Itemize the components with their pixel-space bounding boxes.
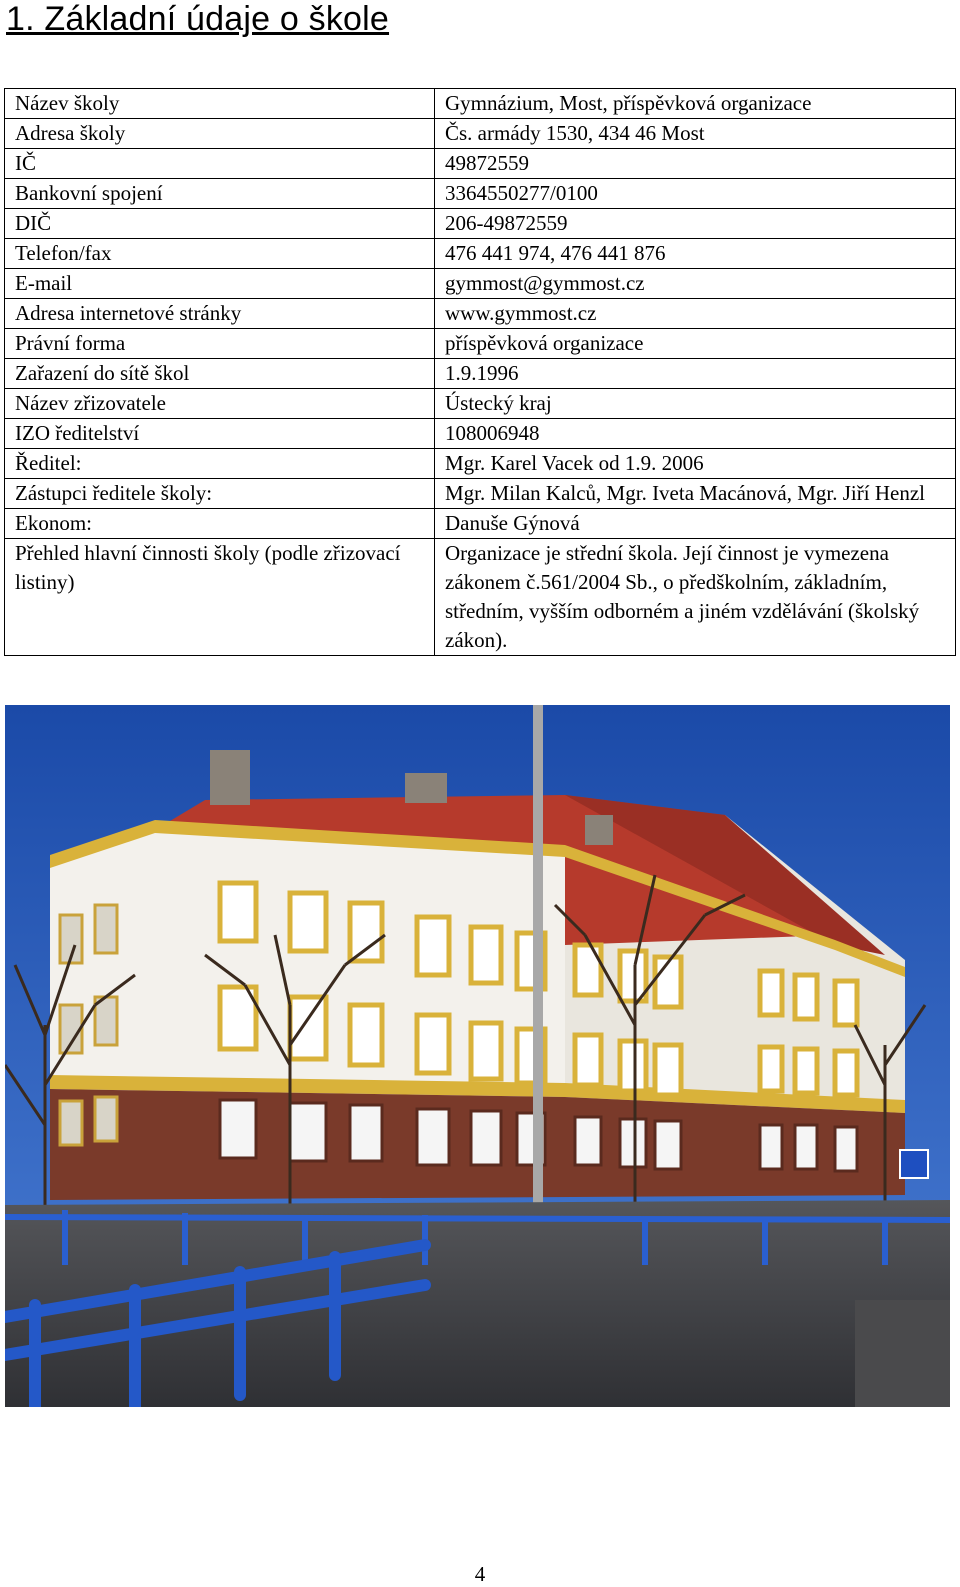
row-value: Čs. armády 1530, 434 46 Most [435,119,956,149]
row-value: gymmost@gymmost.cz [435,269,956,299]
table-row [5,89,956,119]
row-label: Přehled hlavní činnosti školy (podle zřizovací listiny) [5,539,435,656]
row-value: 1.9.1996 [435,359,956,389]
row-value: 476 441 974, 476 441 876 [435,239,956,269]
row-label: E-mail [5,269,435,299]
school-building-photo [5,705,950,1407]
table-row [5,239,956,269]
row-value: Gymnázium, Most, příspěvková organizace [435,89,956,119]
row-label: Název školy [5,89,435,119]
row-label: IČ [5,149,435,179]
school-building-image [5,705,950,1407]
table-row [5,149,956,179]
table-row [5,179,956,209]
table-row [5,389,956,419]
chimney-center [405,773,447,803]
row-label: Bankovní spojení [5,179,435,209]
row-value: 3364550277/0100 [435,179,956,209]
page-number: 4 [474,1562,486,1586]
row-value: 108006948 [435,419,956,449]
row-value: 49872559 [435,149,956,179]
page-title: 1. Základní údaje o škole [6,0,390,38]
school-info-table [4,88,956,656]
row-label: Adresa školy [5,119,435,149]
row-value: příspěvková organizace [435,329,956,359]
table-row [5,449,956,479]
table-row [5,359,956,389]
chimney-left [210,750,250,805]
row-label: Zařazení do sítě škol [5,359,435,389]
table-row [5,419,956,449]
row-value: Mgr. Karel Vacek od 1.9. 2006 [435,449,956,479]
table-row [5,299,956,329]
row-label: Zástupci ředitele školy: [5,479,435,509]
table-row [5,509,956,539]
row-label: Ekonom: [5,509,435,539]
row-label: Název zřizovatele [5,389,435,419]
row-label: DIČ [5,209,435,239]
row-label: IZO ředitelství [5,419,435,449]
table-row [5,269,956,299]
road [5,1200,950,1407]
table-row [5,329,956,359]
table-row [5,479,956,509]
parking-sign [900,1150,928,1178]
row-label: Ředitel: [5,449,435,479]
table-row [5,539,956,656]
row-value: 206-49872559 [435,209,956,239]
row-value: www.gymmost.cz [435,299,956,329]
stone-wall [855,1300,950,1407]
row-label: Právní forma [5,329,435,359]
row-label: Telefon/fax [5,239,435,269]
chimney-right [585,815,613,845]
row-value: Organizace je střední škola. Její činnost je vymezena zákonem č.561/2004 Sb., o předškolním, základním, středním, vyšším odborném a jiném vzdělávání (školský zákon). [435,539,956,656]
row-value: Danuše Gýnová [435,509,956,539]
row-label: Adresa internetové stránky [5,299,435,329]
row-value: Ústecký kraj [435,389,956,419]
row-value: Mgr. Milan Kalců, Mgr. Iveta Macánová, Mgr. Jiří Henzl [435,479,956,509]
table-row [5,119,956,149]
table-row [5,209,956,239]
